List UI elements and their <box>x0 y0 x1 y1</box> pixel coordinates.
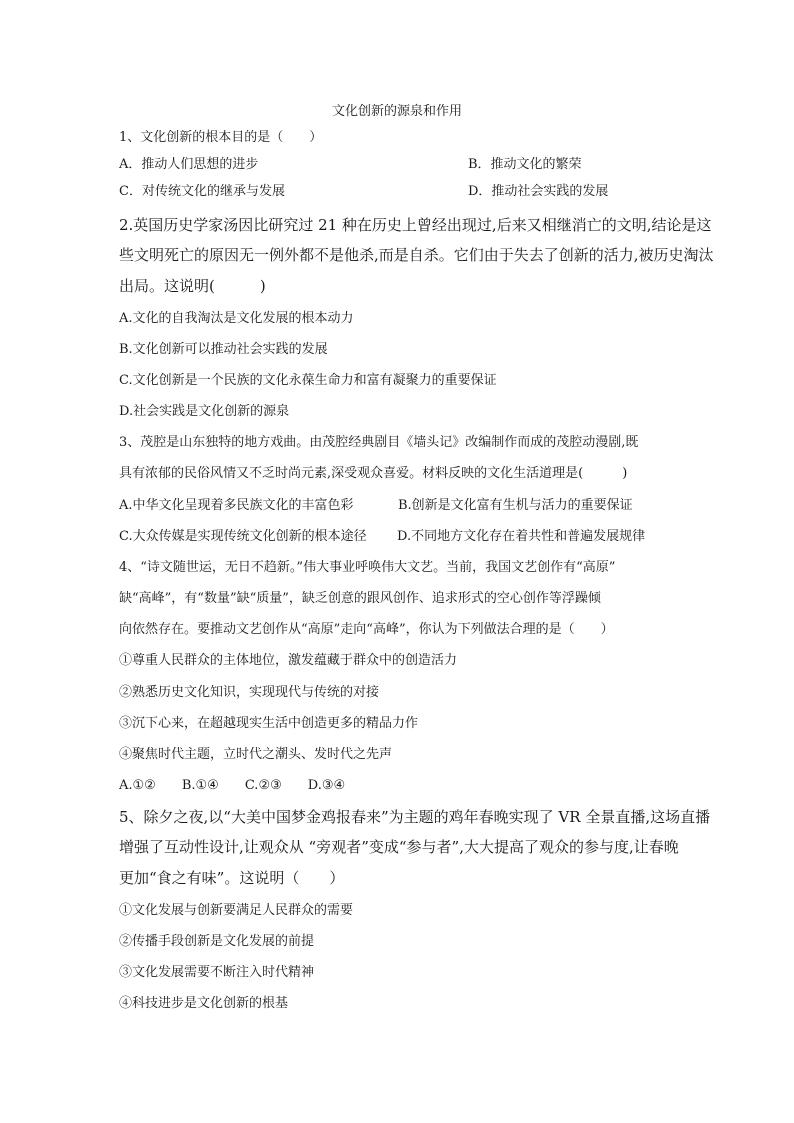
question-5-statement-4: ④科技进步是文化创新的根基 <box>119 996 289 1011</box>
question-5-stem-line-1: 5、除夕之夜,以“大美中国梦金鸡报春来”为主题的鸡年春晚实现了 VR 全景直播,这场直播 <box>119 808 711 826</box>
question-5-statement-3: ③文化发展需要不断注入时代精神 <box>119 965 315 980</box>
question-2-option-c: C.文化创新是一个民族的文化永葆生命力和富有凝聚力的重要保证 <box>119 373 497 388</box>
question-4-statement-4: ④聚焦时代主题，立时代之潮头、发时代之先声 <box>119 747 393 762</box>
question-1-stem: 1、文化创新的根本目的是（ ） <box>119 130 323 145</box>
question-3-option-b: B.创新是文化富有生机与活力的重要保证 <box>398 498 633 513</box>
question-1-option-d: D．推动社会实践的发展 <box>468 184 609 199</box>
question-2-option-d: D.社会实践是文化创新的源泉 <box>119 404 290 419</box>
question-4-stem-line-2: 缺“高峰”，有“数量”缺“质量”，缺乏创意的跟风创作、追求形式的空心创作等浮躁倾 <box>119 591 601 606</box>
question-3-option-c: C.大众传媒是实现传统文化创新的根本途径 <box>119 529 367 544</box>
question-5-stem-line-2: 增强了互动性设计,让观众从 “旁观者”变成“参与者”,大大提高了观众的参与度,让春晚 <box>119 838 679 856</box>
question-2-stem-line-3: 出局。这说明( ) <box>119 277 266 295</box>
question-2-stem-line-2: 些文明死亡的原因无一例外都不是他杀,而是自杀。它们由于失去了创新的活力,被历史淘汰 <box>119 246 714 264</box>
question-3-option-d: D.不同地方文化存在着共性和普遍发展规律 <box>397 529 646 544</box>
question-4-statement-3: ③沉下心来，在超越现实生活中创造更多的精品力作 <box>119 716 419 731</box>
question-2-stem-line-1: 2.英国历史学家汤因比研究过 21 种在历史上曾经出现过,后来又相继消亡的文明,结论是这 <box>119 216 712 234</box>
question-4-choices: A.①② B.①④ C.②③ D.③④ <box>119 778 346 793</box>
question-3-stem-line-1: 3、茂腔是山东独特的地方戏曲。由茂腔经典剧目《墙头记》改编制作而成的茂腔动漫剧,既 <box>119 435 639 450</box>
question-1-option-b: B．推动文化的繁荣 <box>468 157 582 172</box>
question-5-stem-line-3: 更加“食之有味”。这说明（ ） <box>119 869 345 887</box>
question-1-option-a: A．推动人们思想的进步 <box>119 157 259 172</box>
question-5-statement-1: ①文化发展与创新要满足人民群众的需要 <box>119 903 354 918</box>
question-2-option-a: A.文化的自我淘汰是文化发展的根本动力 <box>119 311 354 326</box>
question-4-statement-2: ②熟悉历史文化知识，实现现代与传统的对接 <box>119 685 380 700</box>
question-5-statement-2: ②传播手段创新是文化发展的前提 <box>119 934 315 949</box>
question-1-option-c: C．对传统文化的继承与发展 <box>119 184 285 199</box>
question-3-stem-line-2: 具有浓郁的民俗风情又不乏时尚元素,深受观众喜爱。材料反映的文化生活道理是( ) <box>119 466 628 481</box>
question-4-statement-1: ①尊重人民群众的主体地位，激发蕴藏于群众中的创造活力 <box>119 653 458 668</box>
question-3-option-a: A.中华文化呈现着多民族文化的丰富色彩 <box>119 498 354 513</box>
question-4-stem-line-3: 向依然存在。要推动文艺创作从“高原”走向“高峰”，你认为下列做法合理的是（ ） <box>119 622 614 637</box>
question-4-stem-line-1: 4、“诗文随世运，无日不趋新。”伟大事业呼唤伟大文艺。当前，我国文艺创作有“高原” <box>119 560 616 575</box>
page-title: 文化创新的源泉和作用 <box>331 104 462 119</box>
question-2-option-b: B.文化创新可以推动社会实践的发展 <box>119 342 328 357</box>
